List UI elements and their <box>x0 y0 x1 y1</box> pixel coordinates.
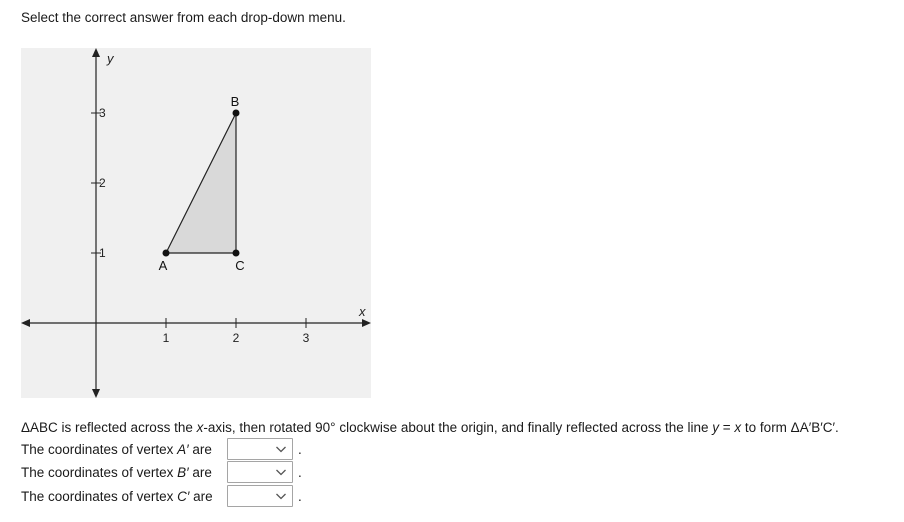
question-equals: = <box>719 420 735 435</box>
answer-label-a <box>21 442 227 457</box>
chevron-down-icon <box>275 490 287 502</box>
answer-label-b-suffix: are <box>188 464 212 480</box>
vertex-point-a <box>163 250 170 257</box>
chevron-down-icon <box>275 443 287 455</box>
vertex-label-a: A <box>158 258 168 273</box>
answer-label-c <box>21 489 227 504</box>
coordinate-graph <box>21 48 371 398</box>
x-tick-label-2: 2 <box>232 331 240 345</box>
vertex-b-dropdown[interactable] <box>227 461 293 483</box>
answer-label-a-prefix: The coordinates of vertex <box>21 441 178 457</box>
vertex-c-dropdown[interactable] <box>227 485 293 507</box>
vertex-point-b <box>233 110 240 117</box>
vertex-label-c: C <box>235 258 245 273</box>
y-tick-label-1: 1 <box>99 246 106 260</box>
answer-label-a-vertex: A′ <box>177 441 189 457</box>
vertex-label-b: B <box>230 94 240 109</box>
question-part1: ΔABC is reflected across the <box>21 420 197 435</box>
answer-row-b-period: . <box>298 464 302 480</box>
y-axis-label: y <box>107 51 114 66</box>
chevron-down-icon <box>275 466 287 478</box>
answer-label-b-prefix: The coordinates of vertex <box>21 464 178 480</box>
answer-row-c-period: . <box>298 488 302 504</box>
question-text <box>21 420 839 436</box>
question-x-axis-word: x <box>196 420 204 435</box>
question-part2: -axis, then rotated 90° clockwise about the origin, and finally reflected across the line <box>203 420 713 435</box>
question-line-x: x <box>734 420 742 435</box>
answer-row-c <box>21 484 302 508</box>
answer-label-b-vertex: B′ <box>177 464 189 480</box>
x-tick-label-1: 1 <box>162 331 170 345</box>
y-tick-label-2: 2 <box>99 176 106 190</box>
vertex-a-dropdown[interactable] <box>227 438 293 460</box>
answer-label-b <box>21 465 227 480</box>
answer-label-a-suffix: are <box>188 441 212 457</box>
vertex-point-c <box>233 250 240 257</box>
x-axis-label: x <box>359 304 366 319</box>
y-tick-label-3: 3 <box>99 106 106 120</box>
question-line-y: y <box>712 420 720 435</box>
answer-row-a-period: . <box>298 441 302 457</box>
answer-label-c-prefix: The coordinates of vertex <box>21 488 178 504</box>
answer-row-a <box>21 437 302 461</box>
answer-row-b <box>21 460 302 484</box>
x-tick-label-3: 3 <box>302 331 310 345</box>
graph-svg <box>21 48 371 398</box>
answer-label-c-vertex: C′ <box>177 488 190 504</box>
question-part3: to form ΔA′B′C′. <box>741 420 839 435</box>
instruction-text: Select the correct answer from each drop-down menu. <box>21 10 346 25</box>
answer-label-c-suffix: are <box>189 488 213 504</box>
